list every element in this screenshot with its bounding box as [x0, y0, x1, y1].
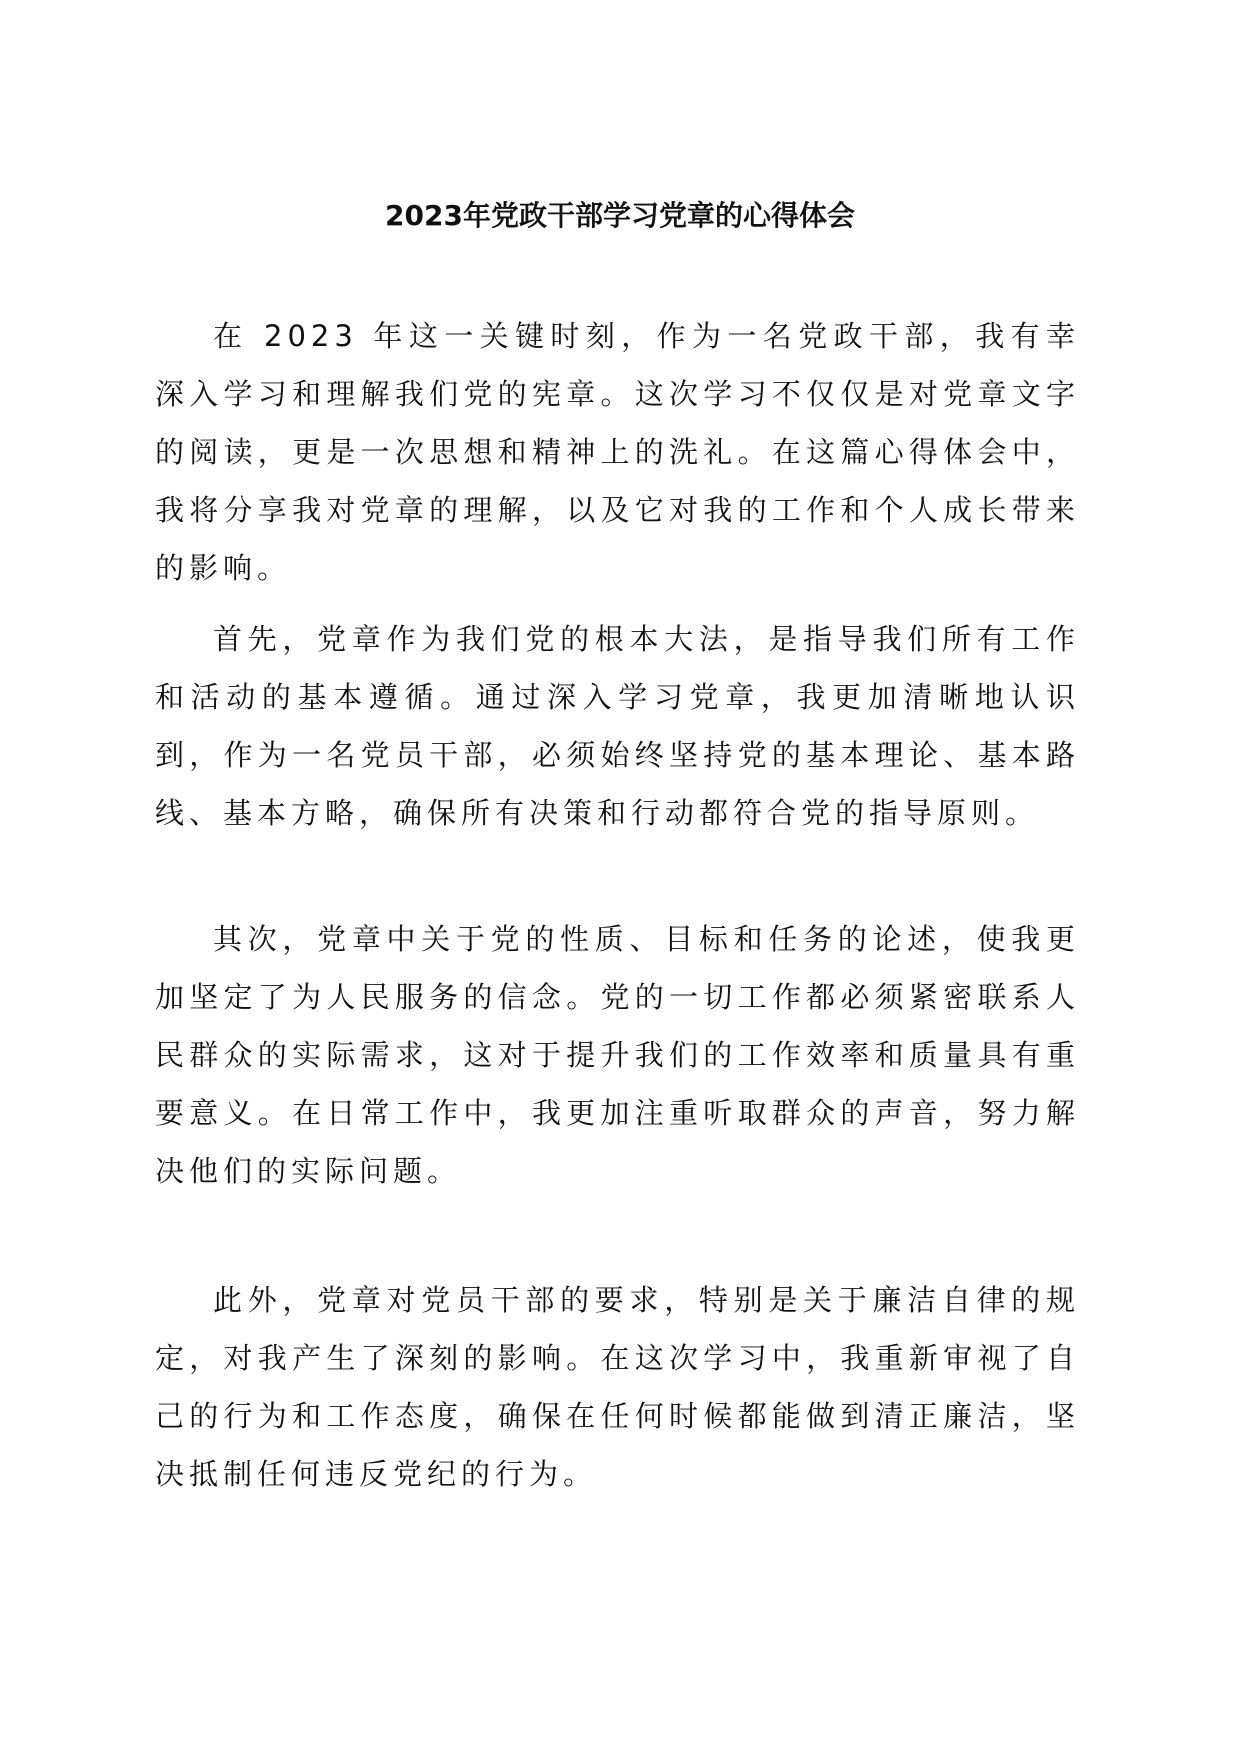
paragraph: 首先，党章作为我们党的根本大法，是指导我们所有工作和活动的基本遵循。通过深入学习党章，我更加清晰地认识到，作为一名党员干部，必须始终坚持党的基本理论、基本路线、基本方略，确保所有决策和行动都符合党的指导原则。	[155, 622, 1080, 830]
paragraph: 在 2023 年这一关键时刻，作为一名党政干部，我有幸深入学习和理解我们党的宪章。这次学习不仅仅是对党章文字的阅读，更是一次思想和精神上的洗礼。在这篇心得体会中，我将分享我对党章的理解，以及它对我的工作和个人成长带来的影响。	[155, 319, 1080, 585]
paragraph: 此外，党章对党员干部的要求，特别是关于廉洁自律的规定，对我产生了深刻的影响。在这次学习中，我重新审视了自己的行为和工作态度，确保在任何时候都能做到清正廉洁，坚决抵制任何违反党纪的行为。	[155, 1283, 1080, 1491]
document-title: 2023年党政干部学习党章的心得体会	[385, 199, 855, 232]
paragraph: 其次，党章中关于党的性质、目标和任务的论述，使我更加坚定了为人民服务的信念。党的一切工作都必须紧密联系人民群众的实际需求，这对于提升我们的工作效率和质量具有重要意义。在日常工作中，我更加注重听取群众的声音，努力解决他们的实际问题。	[155, 922, 1080, 1188]
